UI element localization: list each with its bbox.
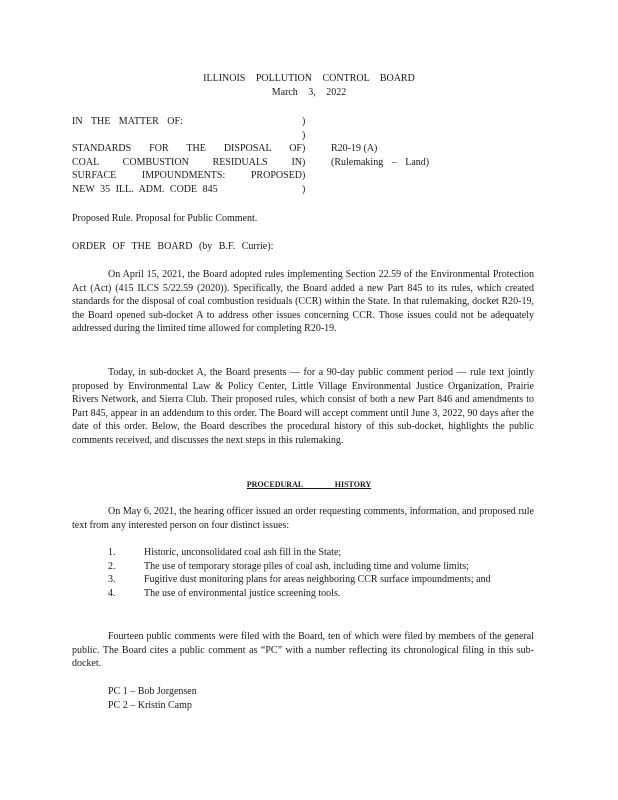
list-item <box>108 546 534 560</box>
public-comment-entry: PC 2 – Kristin Camp <box>108 699 192 711</box>
caption-docket <box>331 115 531 169</box>
caption-title-line: NEW 35 ILL. ADM. CODE 845 <box>72 183 218 195</box>
blank-line <box>331 129 531 143</box>
docket-type: (Rulemaking – Land) <box>331 156 430 168</box>
list-item-text: Fugitive dust monitoring plans for areas neighboring CCR surface impoundments; and <box>144 574 491 585</box>
section-heading <box>0 478 618 492</box>
paragraph-procedural: On May 6, 2021, the hearing officer issued an order requesting comments, information, and proposed rule text from any interested person on four distinct issues: <box>72 506 534 531</box>
list-item-text: The use of environmental justice screening tools. <box>144 587 341 599</box>
paragraph-intro: On April 15, 2021, the Board adopted rules implementing Section 22.59 of the Environmental Protection Act (Act) (415 ILCS 5/22.59 (2020)). Specifically, the Board added a new Part 845 to its rules, which created standards for the disposal of coal combustion residuals (CCR) within the State. In that rulemaking, docket R20-19, the Board opened sub-docket A to address other issues concerning CCR. Those issues could not be adequately addressed during the limited time allowed for completing R20-19. <box>72 269 534 334</box>
public-comments-list <box>108 685 197 712</box>
list-item <box>108 573 534 587</box>
order-date: March 3, 2022 <box>271 86 347 98</box>
issues-list <box>108 546 534 600</box>
list-item-number: 1. <box>108 547 116 558</box>
docket-number: R20-19 (A) <box>331 143 378 154</box>
blank-line <box>331 115 531 129</box>
public-comment-entry: PC 1 – Bob Jorgensen <box>108 686 197 697</box>
list-item-text: The use of temporary storage piles of coal ash, including time and volume limits; <box>144 560 469 572</box>
caption-title-line: SURFACE IMPOUNDMENTS: PROPOSED <box>72 170 302 181</box>
caption-title-line: STANDARDS FOR THE DISPOSAL OF <box>72 143 302 154</box>
list-item <box>108 560 534 574</box>
list-item-number: 4. <box>108 587 116 599</box>
section-heading-text: PROCEDURAL HISTORY <box>246 480 372 489</box>
caption-title-line: COAL COMBUSTION RESIDUALS IN <box>72 156 302 168</box>
in-the-matter-label: IN THE MATTER OF: <box>72 116 183 127</box>
document-header <box>0 72 618 99</box>
list-item-text: Historic, unconsolidated coal ash fill in the State; <box>144 547 342 558</box>
subtitle: Proposed Rule. Proposal for Public Comment. <box>72 213 258 224</box>
caption-matter <box>72 115 302 196</box>
list-item <box>108 587 534 601</box>
paragraph-today: Today, in sub-docket A, the Board presents — for a 90-day public comment period — rule text jointly proposed by Environmental Law & Policy Center, Little Village Environmental Justice Organization, Prairie Rivers Network, and Sierra Club. Their proposed rules, which consist of both a new Part 846 and amendments to Part 845, appear in an addendum to this order. The Board will accept comment until June 3, 2022, 90 days after the date of this order. Below, the Board describes the procedural history of this sub-docket, highlights the public comments received, and discusses the next steps in this rulemaking. <box>72 367 534 446</box>
caption-parentheses: ) ) ) ) ) ) <box>302 116 306 195</box>
list-item-number: 3. <box>108 574 116 585</box>
agency-name: ILLINOIS POLLUTION CONTROL BOARD <box>203 73 415 84</box>
list-item-number: 2. <box>108 560 116 572</box>
paragraph-comments: Fourteen public comments were filed with the Board, ten of which were filed by members of the general public. The Board cites a public comment as “PC” with a number reflecting its chronological filing in this sub-docket. <box>72 631 534 669</box>
blank-line <box>72 129 302 143</box>
order-line: ORDER OF THE BOARD (by B.F. Currie): <box>72 241 274 252</box>
